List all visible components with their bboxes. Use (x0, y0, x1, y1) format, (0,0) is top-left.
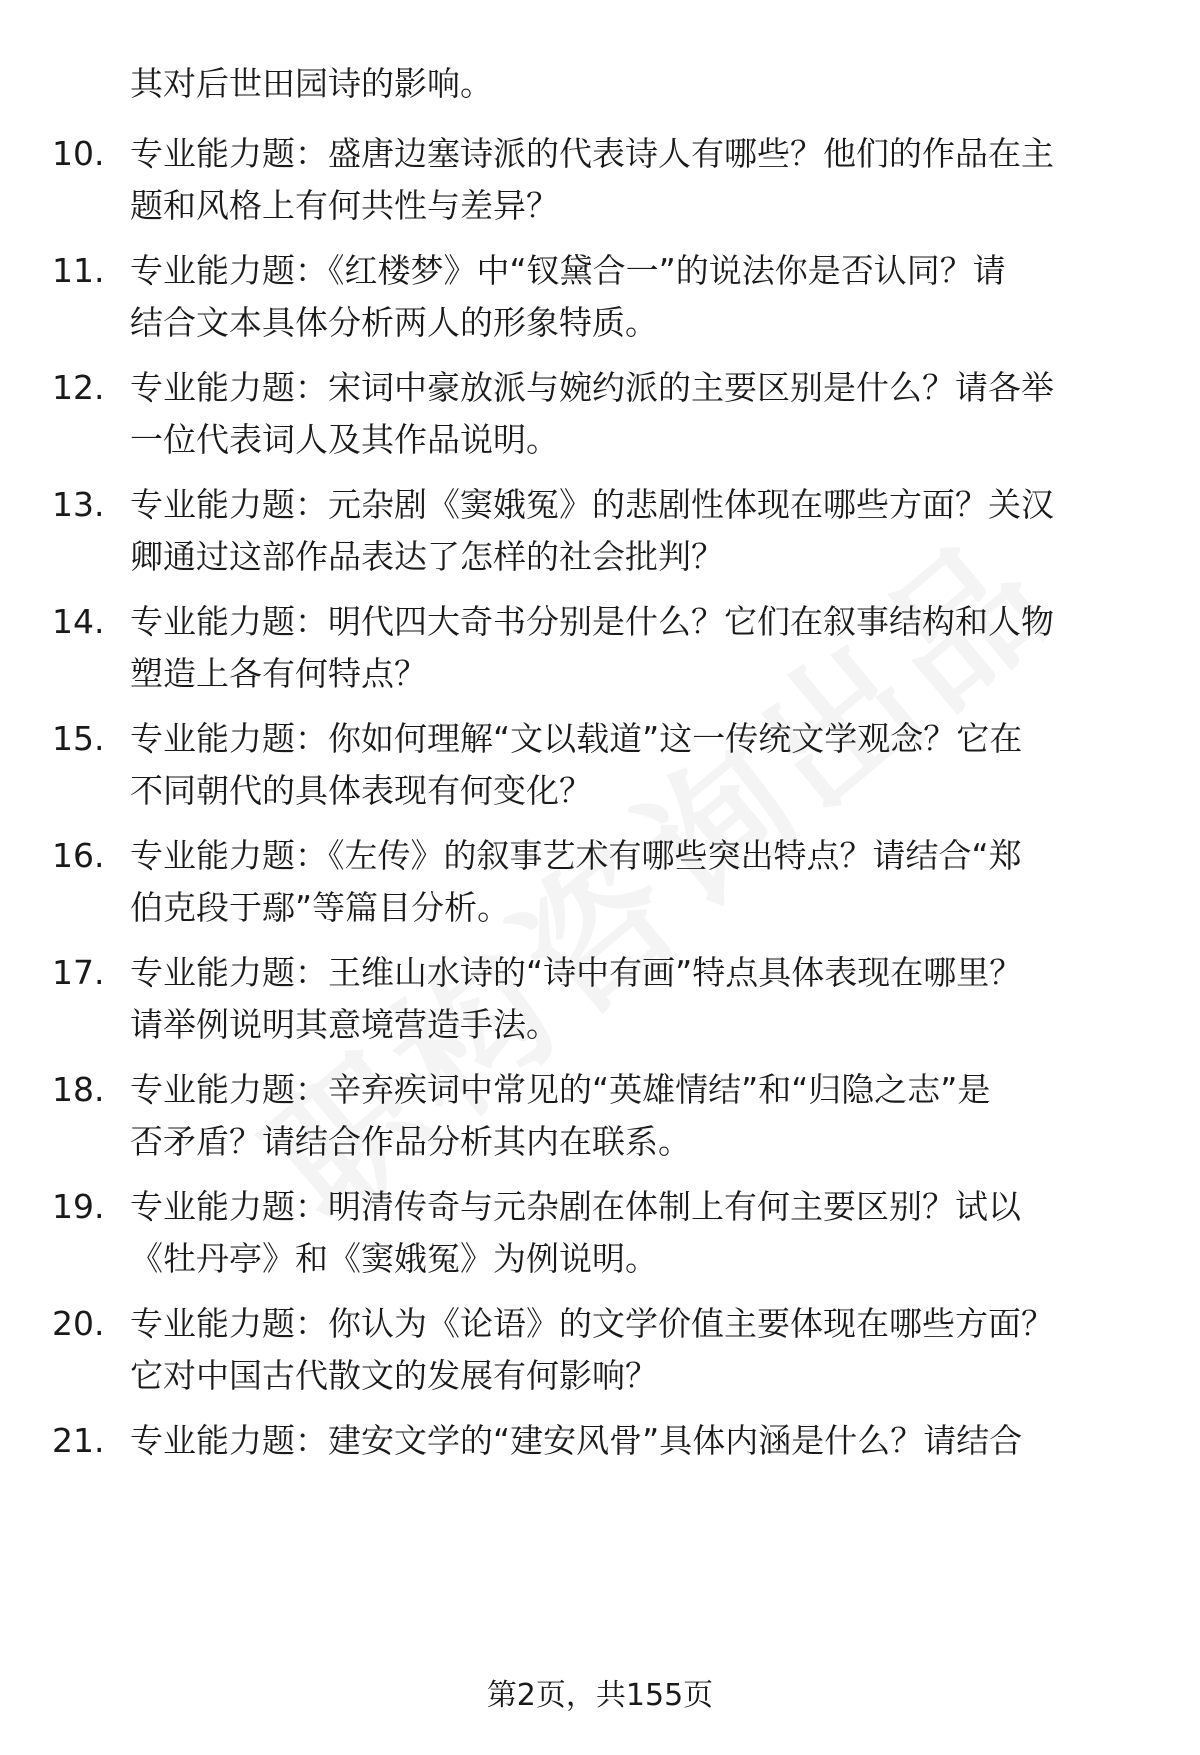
question-number: 17. (52, 953, 105, 992)
question-text-line: 请举例说明其意境营造手法。 (130, 1005, 559, 1044)
question-number: 21. (52, 1421, 105, 1460)
question-text-line: 专业能力题：明清传奇与元杂剧在体制上有何主要区别？试以 (130, 1187, 1021, 1226)
question-text-line: 专业能力题：元杂剧《窦娥冤》的悲剧性体现在哪些方面？关汉 (130, 485, 1054, 524)
question-text-line: 一位代表词人及其作品说明。 (130, 420, 559, 459)
question-text-line: 塑造上各有何特点？ (130, 654, 427, 693)
question-number: 14. (52, 602, 105, 641)
question-text-line: 《牡丹亭》和《窦娥冤》为例说明。 (130, 1239, 658, 1278)
question-text-line: 专业能力题：盛唐边塞诗派的代表诗人有哪些？他们的作品在主 (130, 134, 1054, 173)
question-number: 18. (52, 1070, 105, 1109)
question-text-line: 它对中国古代散文的发展有何影响？ (130, 1356, 658, 1395)
question-text-line: 专业能力题：你如何理解“文以载道”这一传统文学观念？它在 (130, 719, 1023, 758)
question-number: 12. (52, 368, 105, 407)
question-number: 15. (52, 719, 105, 758)
question-text-line: 伯克段于鄢”等篇目分析。 (130, 888, 511, 927)
question-text-line: 否矛盾？请结合作品分析其内在联系。 (130, 1122, 691, 1161)
question-text-line: 不同朝代的具体表现有何变化？ (130, 771, 592, 810)
question-number: 13. (52, 485, 105, 524)
question-text-line: 专业能力题：宋词中豪放派与婉约派的主要区别是什么？请各举 (130, 368, 1054, 407)
question-number: 10. (52, 134, 105, 173)
question-text-line: 专业能力题：王维山水诗的“诗中有画”特点具体表现在哪里？ (130, 953, 1023, 992)
continuation-text: 其对后世田园诗的影响。 (130, 64, 493, 103)
question-number: 20. (52, 1304, 105, 1343)
question-text-line: 专业能力题：建安文学的“建安风骨”具体内涵是什么？请结合 (130, 1421, 1023, 1460)
page-footer: 第2页，共155页 (486, 1678, 714, 1713)
question-number: 16. (52, 836, 105, 875)
question-text-line: 卿通过这部作品表达了怎样的社会批判？ (130, 537, 724, 576)
question-text-line: 专业能力题：你认为《论语》的文学价值主要体现在哪些方面？ (130, 1304, 1054, 1343)
question-text-line: 专业能力题：《左传》的叙事艺术有哪些突出特点？请结合“郑 (130, 836, 1022, 875)
question-text-line: 专业能力题：《红楼梦》中“钗黛合一”的说法你是否认同？请 (130, 251, 1006, 290)
question-text-line: 专业能力题：辛弃疾词中常见的“英雄情结”和“归隐之志”是 (130, 1070, 991, 1109)
question-number: 19. (52, 1187, 105, 1226)
question-text-line: 专业能力题：明代四大奇书分别是什么？它们在叙事结构和人物 (130, 602, 1054, 641)
question-text-line: 结合文本具体分析两人的形象特质。 (130, 303, 658, 342)
question-text-line: 题和风格上有何共性与差异？ (130, 186, 559, 225)
question-number: 11. (52, 251, 105, 290)
